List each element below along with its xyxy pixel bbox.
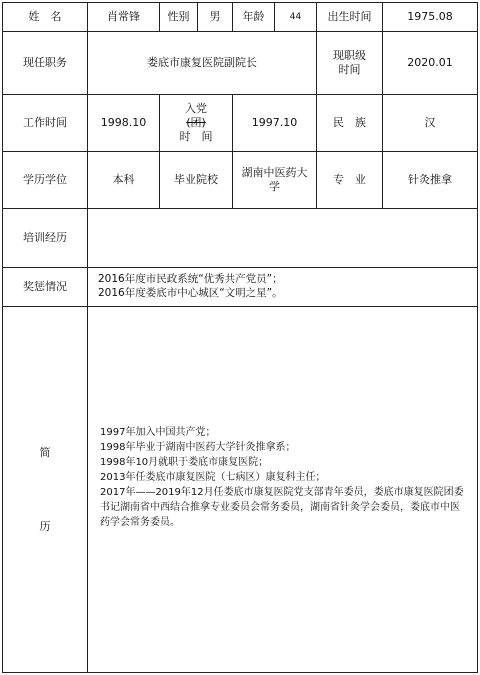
education-label [2, 151, 88, 209]
party-time-label [159, 94, 233, 152]
school-label-text: 毕业院校 [174, 173, 218, 186]
resume-line: 2013年任娄底市康复医院（七病区）康复科主任； [100, 472, 326, 483]
resume-line: 1997年加入中国共产党； [100, 427, 216, 438]
work-time-value [87, 94, 160, 152]
rank-time-label [316, 31, 383, 95]
resume-line: 1998年10月就职于娄底市康复医院； [100, 457, 269, 468]
rank-time-label-line2: 时间 [338, 63, 361, 76]
ethnic-value-text: 汉 [424, 116, 436, 129]
school-value-line1: 湖南中医药大 [241, 166, 308, 179]
name-value [87, 2, 160, 32]
awards-value [87, 267, 478, 307]
ethnic-value [382, 94, 478, 152]
education-value-text: 本科 [112, 173, 135, 186]
resume-line: 2017年——2019年12月任娄底市康复医院党支部青年委员，娄底市康复医院团委书记湖南省中西结合推拿专业委员会常务委员，湖南省针灸学会委员，娄底市中医药学会常务委员。 [100, 487, 464, 528]
rank-time-label-line1: 现职级 [333, 49, 366, 62]
position-value [87, 31, 317, 95]
position-value-text: 娄底市康复医院副院长 [147, 56, 257, 69]
gender-label-text: 性别 [167, 10, 190, 23]
work-time-label-text: 工作时间 [23, 116, 67, 129]
name-value-text: 肖常锋 [107, 10, 140, 23]
resume-value [87, 306, 478, 673]
gender-value-text: 男 [209, 10, 221, 23]
party-label-join: 入党 [185, 102, 207, 115]
education-value [87, 151, 160, 209]
rank-time-value-text: 2020.01 [407, 56, 453, 69]
age-label [232, 2, 275, 32]
birth-label-text: 出生时间 [327, 10, 372, 23]
gender-label [159, 2, 198, 32]
position-label-text: 现任职务 [23, 56, 67, 69]
party-time-label-line1 [185, 102, 207, 130]
party-label-league: (团) [186, 116, 206, 129]
birth-value-text: 1975.08 [407, 10, 453, 23]
resume-label-bottom: 历 [39, 519, 51, 533]
party-time-value [232, 94, 317, 152]
awards-label-text: 奖惩情况 [23, 280, 67, 293]
resume-label-top: 简 [39, 445, 51, 459]
major-value-text: 针灸推拿 [408, 173, 452, 186]
school-label [159, 151, 233, 209]
birth-value [382, 2, 478, 32]
resume-line: 1998年毕业于湖南中医药大学针灸推拿系； [100, 442, 296, 453]
party-time-value-text: 1997.10 [251, 116, 298, 129]
work-time-value-text: 1998.10 [100, 116, 147, 129]
position-label [2, 31, 88, 95]
training-label-text: 培训经历 [23, 231, 67, 244]
major-label-text: 专 业 [333, 173, 366, 186]
training-value [87, 208, 478, 268]
birth-label [316, 2, 383, 32]
major-value [382, 151, 478, 209]
party-time-label-line2: 时 间 [179, 130, 213, 143]
rank-time-value [382, 31, 478, 95]
education-label-text: 学历学位 [23, 173, 67, 186]
major-label [316, 151, 383, 209]
age-value-text: 44 [289, 12, 302, 22]
school-value-line2: 学 [269, 180, 280, 193]
ethnic-label-text: 民 族 [333, 116, 366, 129]
resume-label [2, 306, 88, 673]
awards-line: 2016年度市民政系统“优秀共产党员”； [98, 273, 283, 285]
school-value [232, 151, 317, 209]
awards-label [2, 267, 88, 307]
work-time-label [2, 94, 88, 152]
name-label-text: 姓 名 [28, 10, 62, 23]
training-label [2, 208, 88, 268]
awards-line: 2016年度娄底市中心城区“文明之星”。 [98, 287, 283, 299]
age-value [274, 2, 317, 32]
age-label-text: 年龄 [242, 10, 265, 23]
ethnic-label [316, 94, 383, 152]
gender-value [197, 2, 233, 32]
name-label [2, 2, 88, 32]
